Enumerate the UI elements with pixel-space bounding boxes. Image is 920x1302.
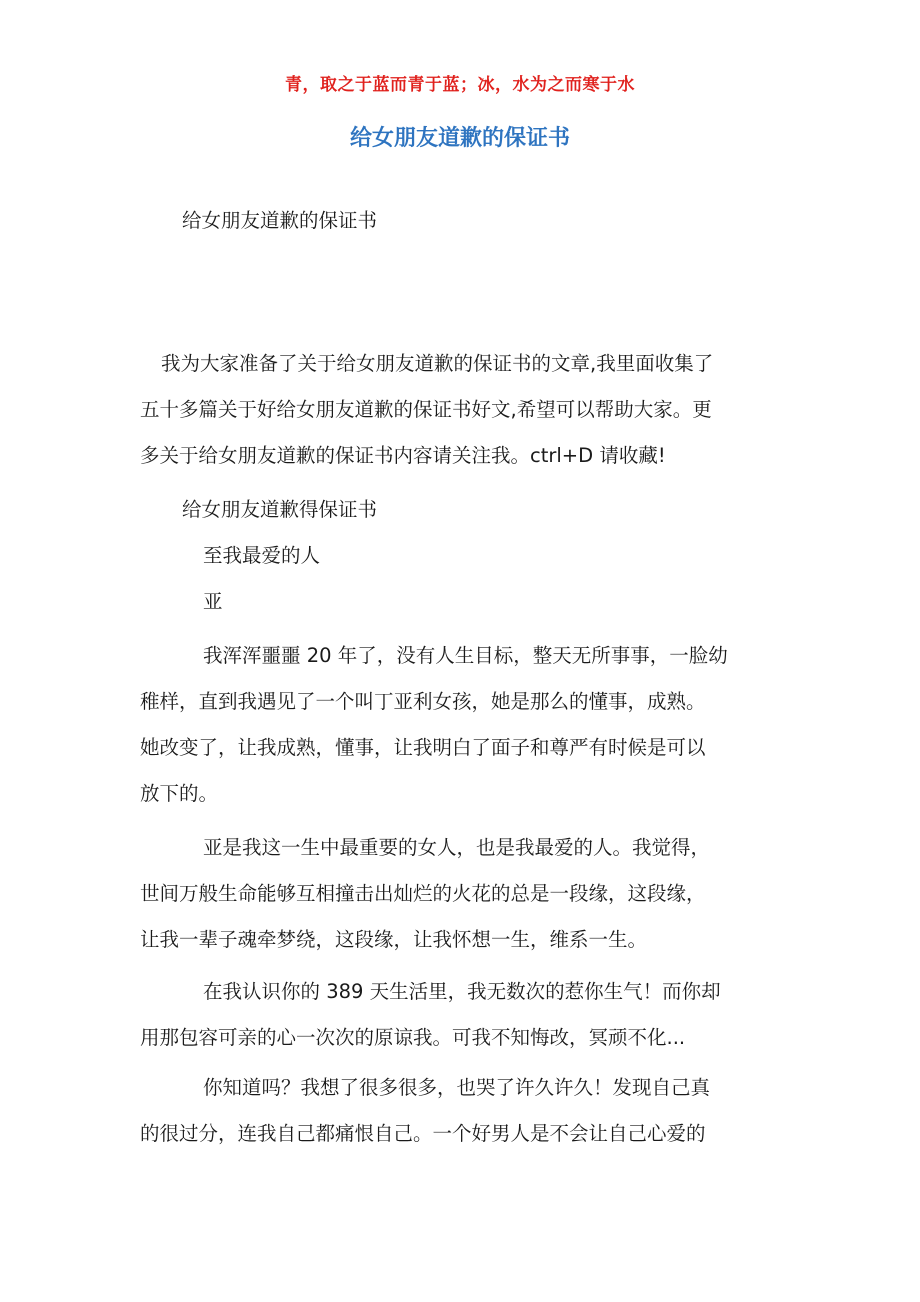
paragraph-2: [140, 825, 780, 963]
paragraph-line: 稚样，直到我遇见了一个叫丁亚利女孩，她是那么的懂事，成熟。: [140, 690, 706, 713]
section-heading: 给女朋友道歉得保证书: [182, 498, 378, 521]
paragraph-1: [140, 633, 780, 817]
paragraph-line: 用那包容可亲的心一次次的原谅我。可我不知悔改，冥顽不化...: [140, 1026, 686, 1049]
document-title: 给女朋友道歉的保证书: [349, 126, 570, 151]
header-motto: 青，取之于蓝而青于蓝；冰，水为之而寒于水: [285, 75, 635, 95]
section-heading-block: [140, 487, 780, 625]
intro-line: 多关于给女朋友道歉的保证书内容请关注我。ctrl+D 请收藏!: [140, 444, 666, 467]
paragraph-line: 亚是我这一生中最重要的女人，也是我最爱的人。我觉得，: [203, 836, 711, 859]
subtitle: 给女朋友道歉的保证书: [182, 209, 378, 232]
subtitle-block: [140, 198, 780, 244]
paragraph-3: [140, 969, 780, 1061]
paragraph-4: [140, 1065, 780, 1157]
intro-paragraph: [140, 341, 780, 479]
salutation: 至我最爱的人: [203, 544, 321, 567]
paragraph-line: 让我一辈子魂牵梦绕，这段缘，让我怀想一生，维系一生。: [140, 928, 648, 951]
intro-line: 我为大家准备了关于给女朋友道歉的保证书的文章,我里面收集了: [161, 352, 714, 375]
paragraph-line: 她改变了，让我成熟，懂事，让我明白了面子和尊严有时候是可以: [140, 736, 706, 759]
paragraph-line: 你知道吗？我想了很多很多，也哭了许久许久！发现自己真: [203, 1076, 711, 1099]
paragraph-line: 世间万般生命能够互相撞击出灿烂的火花的总是一段缘，这段缘，: [140, 882, 706, 905]
paragraph-line: 放下的。: [140, 782, 219, 805]
recipient: 亚: [203, 590, 223, 613]
intro-line: 五十多篇关于好给女朋友道歉的保证书好文,希望可以帮助大家。更: [140, 398, 712, 421]
paragraph-line: 的很过分，连我自己都痛恨自己。一个好男人是不会让自己心爱的: [140, 1122, 706, 1145]
paragraph-line: 我浑浑噩噩 20 年了，没有人生目标，整天无所事事，一脸幼: [203, 644, 728, 667]
paragraph-line: 在我认识你的 389 天生活里，我无数次的惹你生气！而你却: [203, 980, 721, 1003]
